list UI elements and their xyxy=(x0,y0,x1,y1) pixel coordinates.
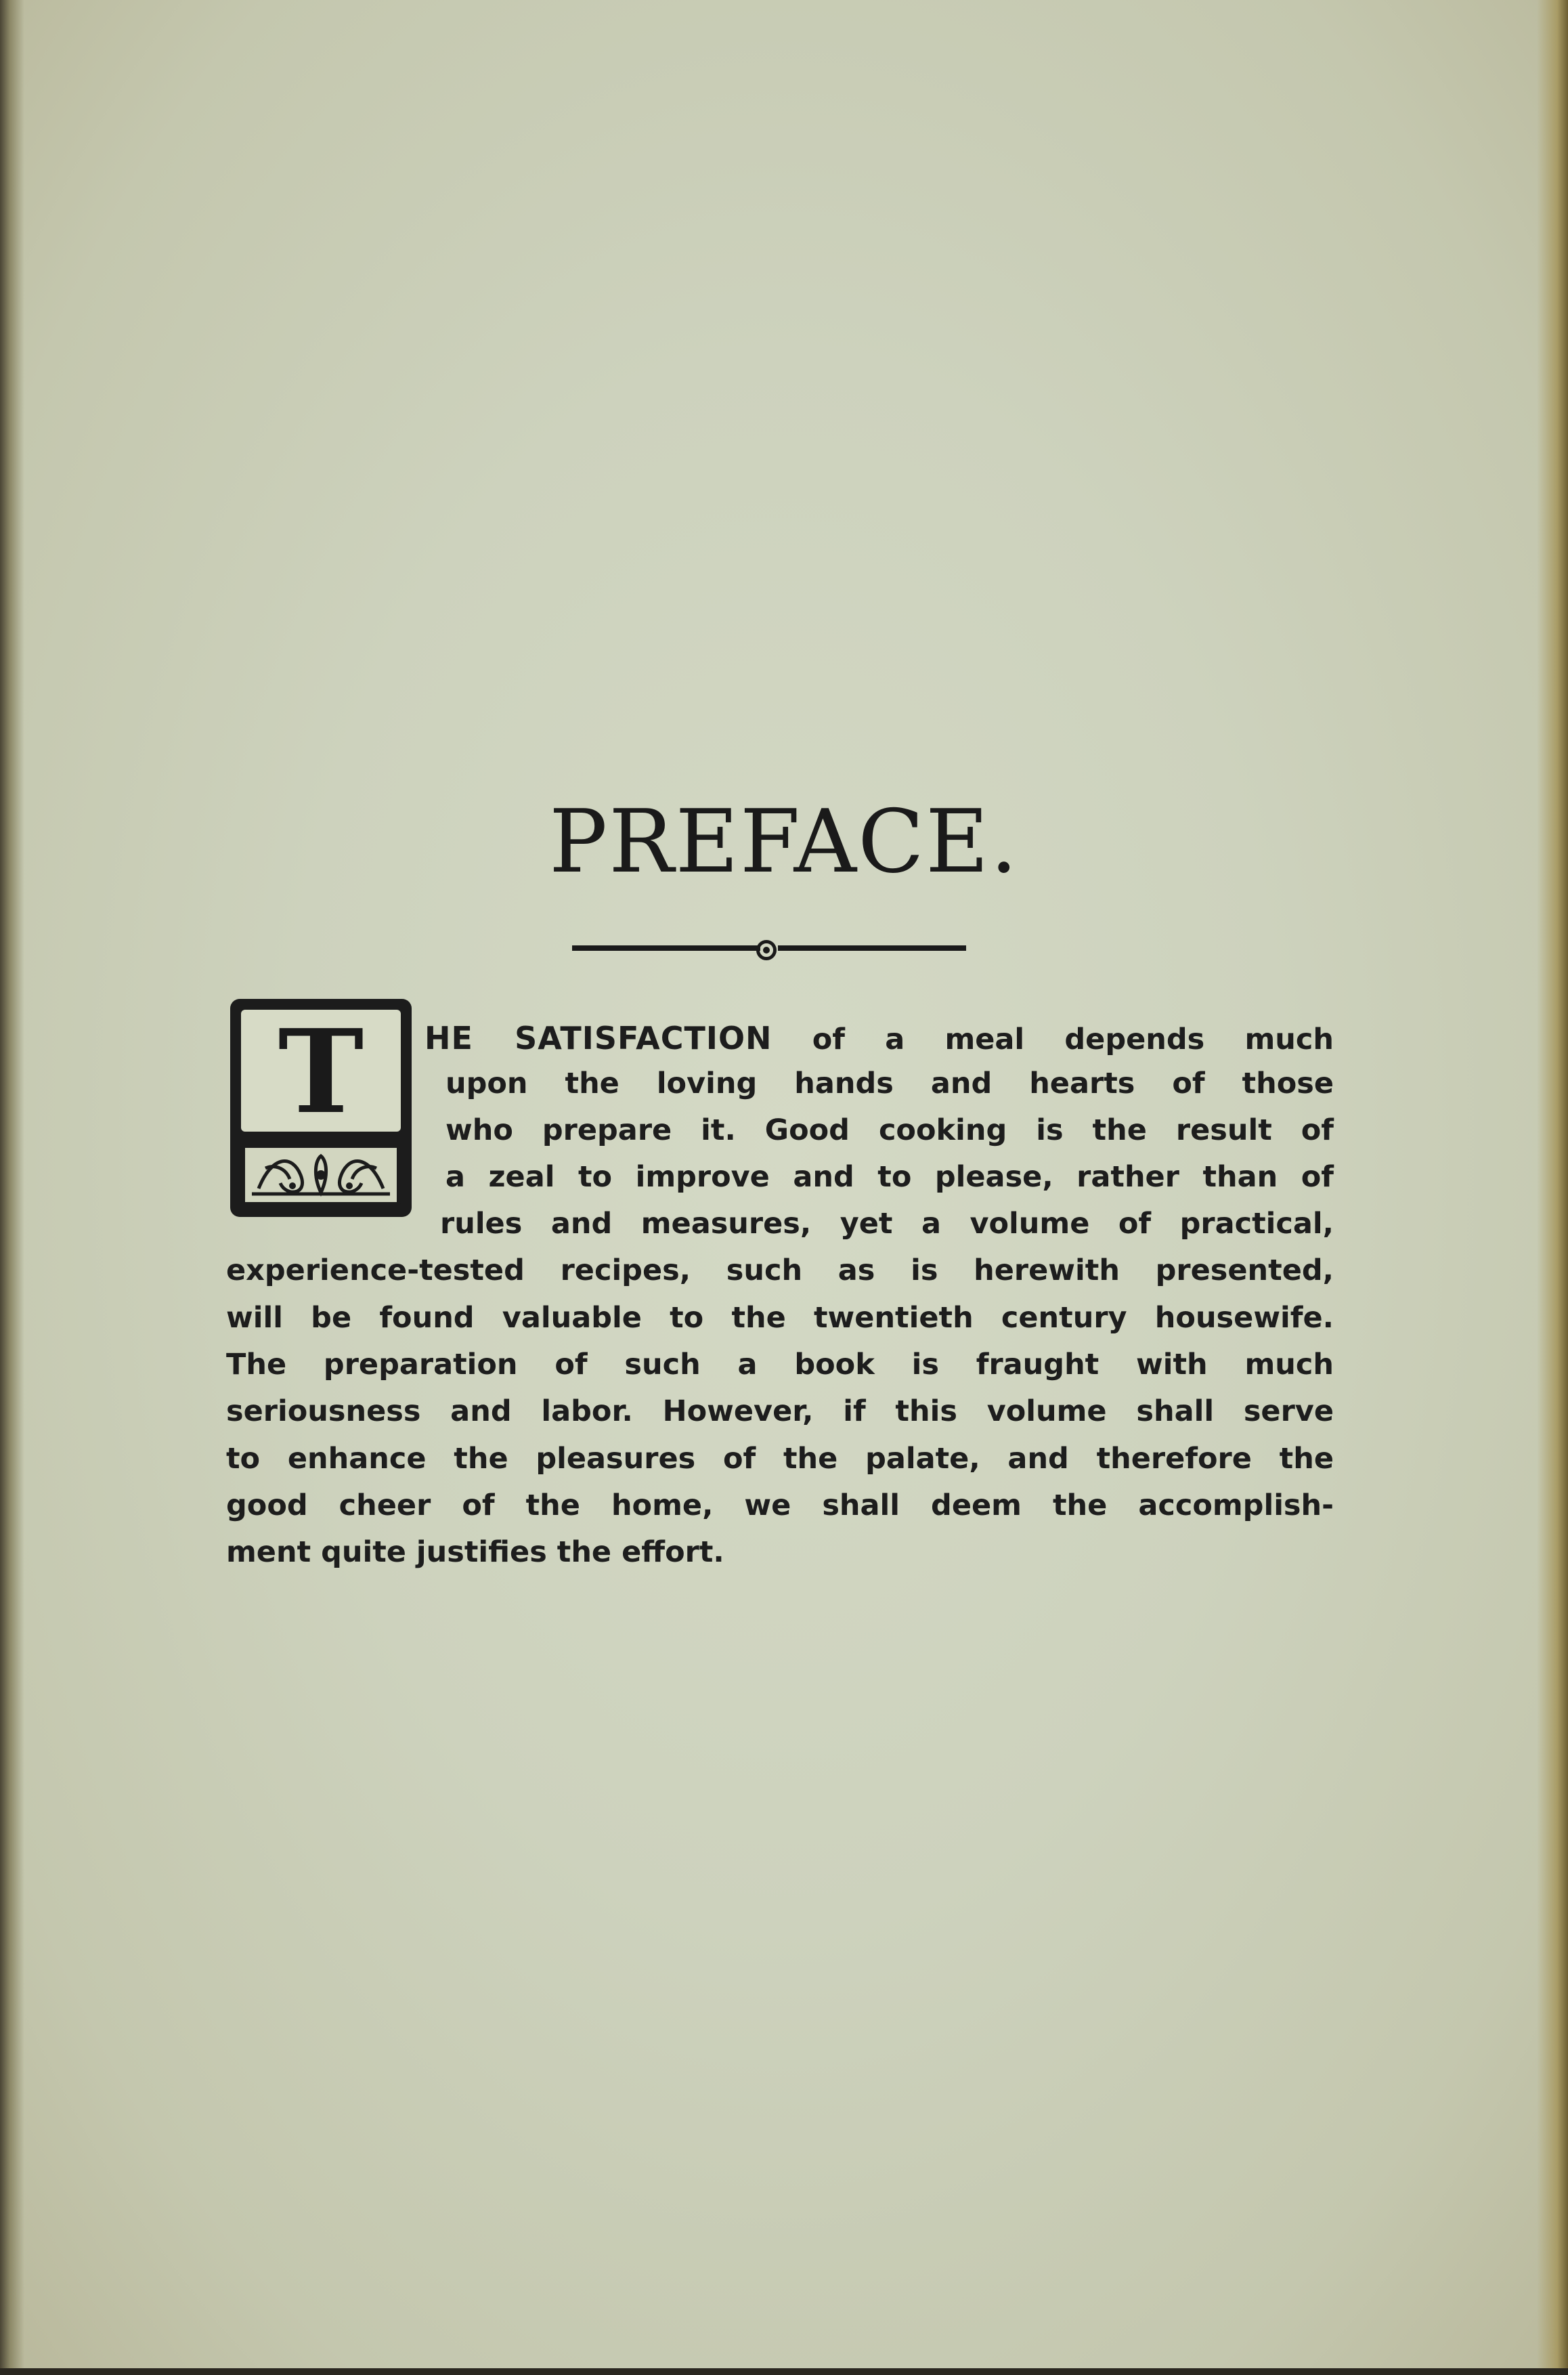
text-line-1-rest: of a meal depends much xyxy=(772,1023,1334,1056)
text-line-3: who prepare it. Good cooking is the result of xyxy=(445,1113,1334,1147)
floral-ornament-icon xyxy=(241,1144,401,1206)
page-spine-shadow xyxy=(0,0,24,2375)
text-line-10: to enhance the pleasures of the palate, and therefore the xyxy=(226,1442,1334,1476)
text-line-12: ment quite justifies the effort. xyxy=(226,1535,724,1569)
text-line-6: experience-tested recipes, such as is herewith presented, xyxy=(226,1254,1334,1287)
text-line-5: rules and measures, yet a volume of practical, xyxy=(440,1207,1334,1241)
text-line-2: upon the loving hands and hearts of those xyxy=(445,1067,1334,1100)
drop-cap-letter: T xyxy=(241,1010,401,1132)
text-line-1 xyxy=(424,1020,1334,1056)
page-title: PREFACE. xyxy=(548,792,1020,893)
page-edge xyxy=(1537,0,1568,2375)
rule-right xyxy=(778,945,966,951)
page-bottom-edge xyxy=(0,2368,1568,2375)
circle-ornament-icon xyxy=(756,940,777,960)
rule-left xyxy=(572,945,760,951)
lead-caps: HE SATISFACTION xyxy=(424,1020,772,1056)
text-line-7: will be found valuable to the twentieth century housewife. xyxy=(226,1301,1334,1335)
text-line-4: a zeal to improve and to please, rather than of xyxy=(445,1160,1334,1194)
text-line-8: The preparation of such a book is fraught with much xyxy=(226,1348,1334,1382)
text-line-9: seriousness and labor. However, if this volume shall serve xyxy=(226,1394,1334,1428)
drop-cap-block xyxy=(230,999,412,1217)
text-line-11: good cheer of the home, we shall deem the accomplish- xyxy=(226,1489,1334,1522)
